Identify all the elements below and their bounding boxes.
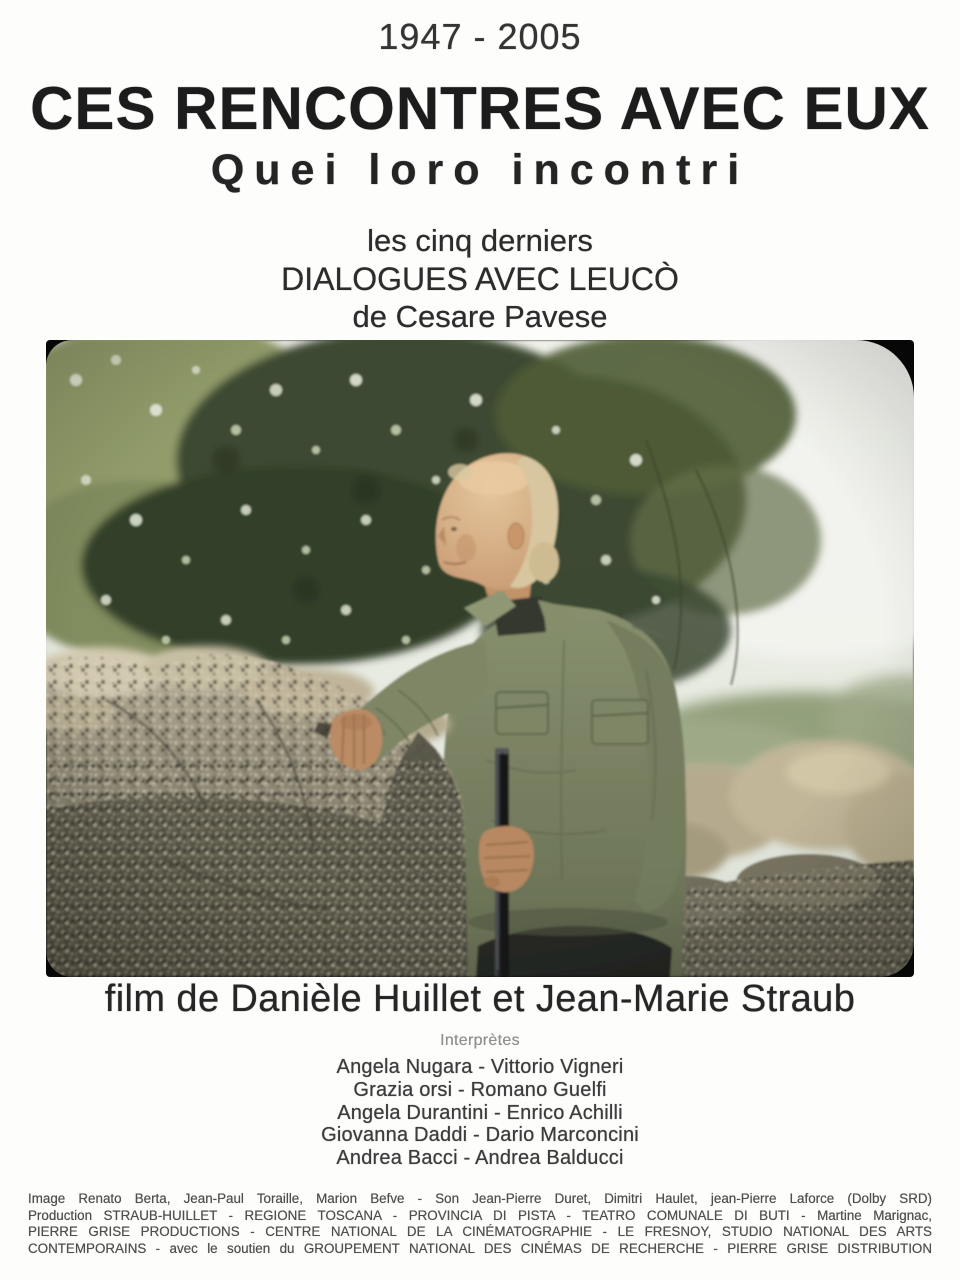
film-still-frame xyxy=(46,340,914,977)
credits-line: Production STRAUB-HUILLET - REGIONE TOSCANA - PROVINCIA DI PISTA - TEATRO COMUNALE DI BUTI - Martine Marignac, xyxy=(28,1207,932,1223)
cast-line: Andrea Bacci - Andrea Balducci xyxy=(336,1147,624,1170)
cast-line: Angela Durantini - Enrico Achilli xyxy=(337,1101,623,1124)
film-title-italian: Quei loro incontri xyxy=(210,146,750,194)
subtitle-line-1: les cinq derniers xyxy=(367,223,593,258)
credits-line: CONTEMPORAINS - avec le soutien du GROUPEMENT NATIONAL DES CINÉMAS DE RECHERCHE - PIERRE GRISE DISTRIBUTION xyxy=(28,1240,932,1256)
production-credits xyxy=(28,1191,932,1257)
cast-line: Giovanna Daddi - Dario Marconcini xyxy=(321,1124,639,1147)
poster-years: 1947 - 2005 xyxy=(378,16,582,57)
film-still-photo xyxy=(46,340,914,977)
cast-list xyxy=(0,1056,960,1170)
credits-line: Image Renato Berta, Jean-Paul Toraille, Marion Befve - Son Jean-Pierre Duret, Dimitri Haulet, jean-Pierre Laforce (Dolby SRD) xyxy=(28,1191,932,1206)
subtitle-line-2: DIALOGUES AVEC LEUCÒ xyxy=(281,261,679,297)
cast-header: Interprètes xyxy=(440,1032,520,1049)
cast-line: Grazia orsi - Romano Guelfi xyxy=(353,1078,607,1101)
film-title-french: CES RENCONTRES AVEC EUX xyxy=(30,75,930,142)
subtitle-line-3: de Cesare Pavese xyxy=(352,299,608,334)
credits-line: PIERRE GRISE PRODUCTIONS - CENTRE NATIONAL DE LA CINÉMATOGRAPHIE - LE FRESNOY, STUDIO NATIONAL DES ARTS xyxy=(28,1224,932,1240)
director-byline: film de Danièle Huillet et Jean-Marie Straub xyxy=(104,978,856,1020)
film-still-illustration xyxy=(46,340,914,977)
cast-line: Angela Nugara - Vittorio Vigneri xyxy=(336,1056,624,1078)
subtitle-block xyxy=(0,222,960,336)
